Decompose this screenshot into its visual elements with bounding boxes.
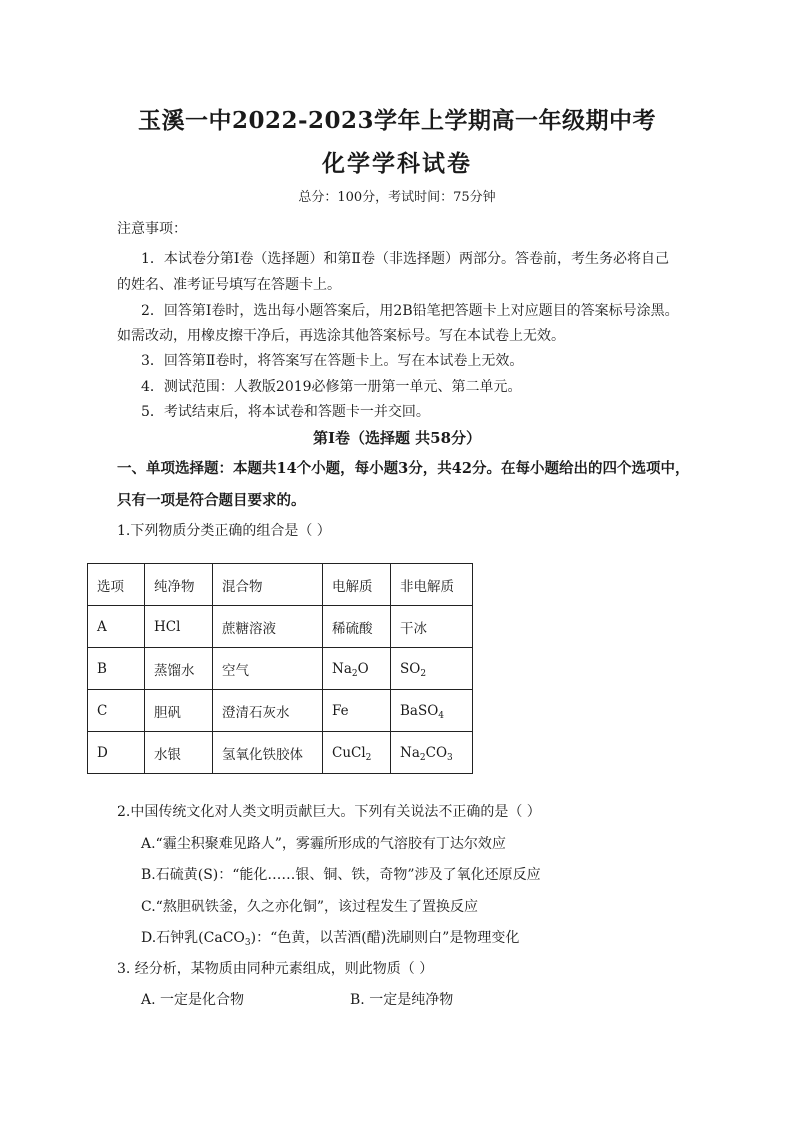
option-d-subscript: 3 [244, 938, 251, 948]
classification-table [87, 563, 473, 774]
notice-item-2: 2．回答第Ⅰ卷时，选出每小题答案后，用2B铅笔把答题卡上对应题目的答案标号涂黑。 [141, 303, 679, 319]
question-2-option-c: C.“熬胆矾铁釜，久之亦化铜”，该过程发生了置换反应 [141, 899, 478, 915]
table-cell: Fe [323, 690, 391, 732]
table-cell: 稀硫酸 [323, 606, 391, 648]
table-row [88, 690, 473, 732]
table-cell: 澄清石灰水 [213, 690, 323, 732]
notice-heading: 注意事项： [117, 221, 187, 237]
exam-title: 玉溪一中2022-2023学年上学期高一年级期中考 [137, 107, 657, 134]
table-cell: 空气 [213, 648, 323, 690]
table-cell: $Na_2O$ [323, 648, 391, 690]
table-cell: 蔗糖溶液 [213, 606, 323, 648]
question-3-stem: 3. 经分析，某物质由同种元素组成，则此物质（ ） [117, 961, 434, 977]
section-instructions-cont: 只有一项是符合题目要求的。 [117, 492, 306, 509]
notice-item-3: 3．回答第Ⅱ卷时，将答案写在答题卡上。写在本试卷上无效。 [141, 353, 524, 369]
table-cell: B [88, 648, 145, 690]
question-3-option-b: B. 一定是纯净物 [350, 992, 454, 1008]
table-header-row [88, 564, 473, 606]
part-heading: 第Ⅰ卷（选择题 共58分） [312, 429, 482, 447]
table-cell: 氢氧化铁胶体 [213, 732, 323, 774]
table-row [88, 606, 473, 648]
notice-item-2-cont: 如需改动，用橡皮擦干净后，再选涂其他答案标号。写在本试卷上无效。 [117, 328, 565, 344]
notice-item-5: 5．考试结束后，将本试卷和答题卡一并交回。 [141, 404, 430, 420]
option-d-suffix: )：“色黄，以苦酒(醋)洗刷则白”是物理变化 [250, 930, 520, 946]
section-instructions: 一、单项选择题：本题共14个小题，每小题3分，共42分。在每小题给出的四个选项中， [117, 460, 690, 477]
table-cell: CuCl$_2$ [323, 732, 391, 774]
table-header-cell: 选项 [88, 564, 145, 606]
table-cell: D [88, 732, 145, 774]
table-row [88, 648, 473, 690]
exam-meta: 总分：100分，考试时间：75分钟 [298, 190, 496, 205]
table-cell: C [88, 690, 145, 732]
question-2-option-d [141, 927, 519, 947]
table-cell: 胆矾 [145, 690, 213, 732]
table-cell: BaSO$_4$ [391, 690, 473, 732]
table-cell: A [88, 606, 145, 648]
table-cell: HCl [145, 606, 213, 648]
table-cell: 干冰 [391, 606, 473, 648]
notice-item-1: 1．本试卷分第Ⅰ卷（选择题）和第Ⅱ卷（非选择题）两部分。答卷前，考生务必将自己 [141, 251, 669, 267]
question-2-option-b: B.石硫黄(S)：“能化……银、铜、铁，奇物”涉及了氧化还原反应 [141, 867, 541, 883]
table-header-cell: 纯净物 [145, 564, 213, 606]
table-cell: 蒸馏水 [145, 648, 213, 690]
table-cell: $SO_2$ [391, 648, 473, 690]
notice-item-4: 4．测试范围：人教版2019必修第一册第一单元、第二单元。 [141, 379, 522, 395]
notice-item-1-cont: 的姓名、准考证号填写在答题卡上。 [117, 277, 341, 293]
table-header-cell: 非电解质 [391, 564, 473, 606]
question-1-stem: 1.下列物质分类正确的组合是（ ） [117, 523, 331, 539]
question-2-option-a: A.“霾尘积聚难见路人”，雾霾所形成的气溶胶有丁达尔效应 [141, 836, 506, 852]
question-2-stem: 2.中国传统文化对人类文明贡献巨大。下列有关说法不正确的是（ ） [117, 804, 541, 820]
option-d-prefix: D.石钟乳(CaCO [141, 930, 245, 946]
question-3-option-a: A. 一定是化合物 [141, 992, 245, 1008]
table-header-cell: 混合物 [213, 564, 323, 606]
table-header-cell: 电解质 [323, 564, 391, 606]
table-row [88, 732, 473, 774]
table-cell: 水银 [145, 732, 213, 774]
exam-subtitle: 化学学科试卷 [322, 150, 472, 177]
table-cell: $Na_2CO_3$ [391, 732, 473, 774]
